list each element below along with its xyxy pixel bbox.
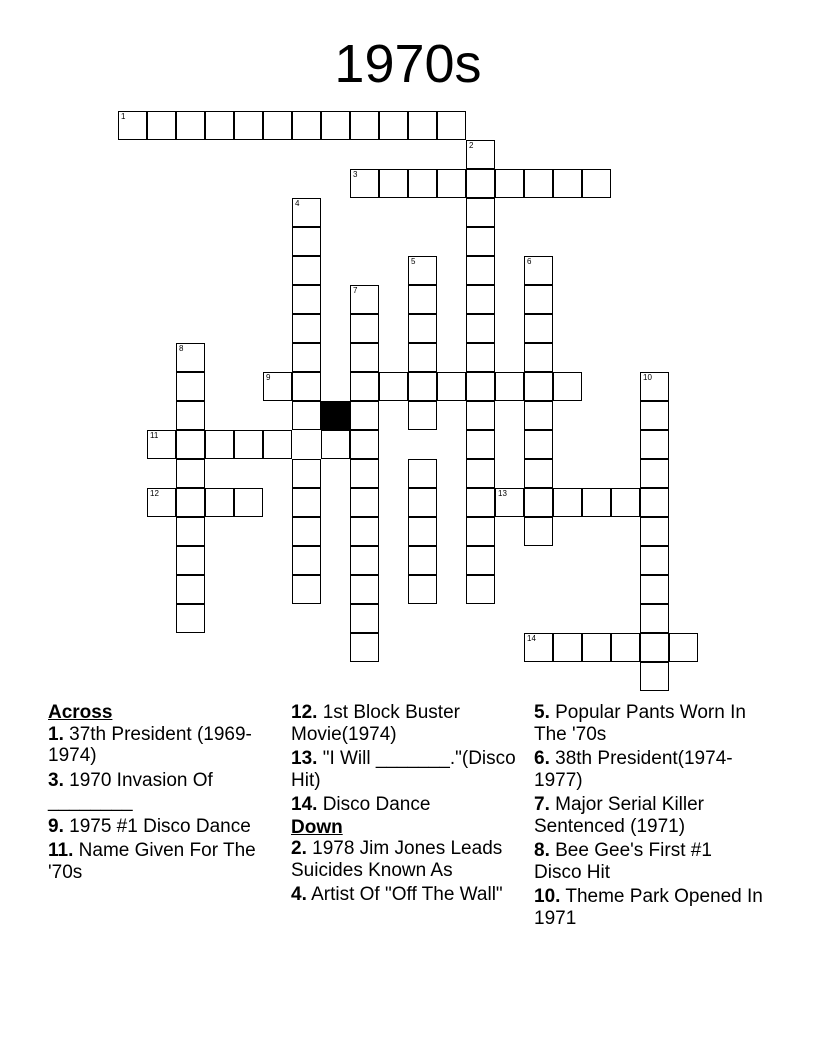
across-heading: Across — [48, 702, 113, 723]
grid-cell[interactable] — [524, 633, 553, 662]
grid-cell[interactable] — [350, 459, 379, 488]
grid-cell[interactable] — [582, 169, 611, 198]
clue-number: 6 — [527, 257, 532, 266]
grid-cell[interactable] — [524, 314, 553, 343]
grid-cell[interactable] — [176, 343, 205, 372]
grid-cell[interactable] — [263, 430, 292, 459]
clue-number: 11 — [150, 431, 159, 440]
clue-item-text: Disco Dance — [317, 794, 431, 815]
grid-cell[interactable] — [582, 633, 611, 662]
clue-item — [48, 724, 283, 767]
clue-item — [534, 794, 764, 837]
clue-number: 8 — [179, 344, 184, 353]
grid-cell[interactable] — [524, 459, 553, 488]
grid-cell[interactable] — [640, 633, 669, 662]
grid-cell[interactable] — [118, 111, 147, 140]
grid-cell[interactable] — [466, 314, 495, 343]
clue-number: 10 — [643, 373, 652, 382]
down-clue-list-continued — [534, 702, 764, 929]
clue-item-number: 6. — [534, 748, 550, 769]
grid-cell[interactable] — [350, 285, 379, 314]
grid-cell[interactable] — [350, 343, 379, 372]
clue-item — [291, 702, 526, 745]
grid-cell[interactable] — [524, 517, 553, 546]
grid-cell[interactable] — [466, 546, 495, 575]
clue-item-text: Popular Pants Worn In The '70s — [534, 702, 746, 745]
grid-cell[interactable] — [292, 517, 321, 546]
grid-cell[interactable] — [437, 111, 466, 140]
grid-cell[interactable] — [176, 111, 205, 140]
grid-cell[interactable] — [408, 169, 437, 198]
clue-number: 5 — [411, 257, 416, 266]
clue-number: 14 — [527, 634, 536, 643]
clue-item-text: 1st Block Buster Movie(1974) — [291, 702, 460, 745]
clue-item-number: 4. — [291, 884, 307, 905]
clue-item-text: 1975 #1 Disco Dance — [63, 815, 251, 837]
grid-cell[interactable] — [292, 459, 321, 488]
grid-cell[interactable] — [524, 343, 553, 372]
grid-cell[interactable] — [640, 430, 669, 459]
grid-cell[interactable] — [176, 575, 205, 604]
clue-item-number: 1. — [48, 723, 64, 745]
grid-cell[interactable] — [147, 430, 176, 459]
clue-item — [534, 840, 764, 883]
clue-number: 12 — [150, 489, 159, 498]
grid-cell[interactable] — [524, 430, 553, 459]
grid-cell[interactable] — [350, 314, 379, 343]
grid-cell[interactable] — [379, 111, 408, 140]
grid-cell[interactable] — [466, 140, 495, 169]
grid-cell[interactable] — [524, 169, 553, 198]
grid-cell[interactable] — [466, 488, 495, 517]
grid-cell[interactable] — [408, 285, 437, 314]
grid-cell[interactable] — [321, 111, 350, 140]
down-clue-list — [291, 838, 526, 906]
grid-cell[interactable] — [350, 604, 379, 633]
grid-cell[interactable] — [350, 169, 379, 198]
clue-item — [534, 748, 764, 791]
clue-item — [534, 702, 764, 745]
grid-cell[interactable] — [553, 488, 582, 517]
grid-cell[interactable] — [466, 227, 495, 256]
clue-item — [48, 840, 283, 883]
grid-cell[interactable] — [234, 111, 263, 140]
grid-cell[interactable] — [408, 111, 437, 140]
grid-cell[interactable] — [205, 488, 234, 517]
grid-cell[interactable] — [408, 488, 437, 517]
grid-cell[interactable] — [176, 488, 205, 517]
grid-cell[interactable] — [640, 517, 669, 546]
grid-cell[interactable] — [524, 256, 553, 285]
clue-item-number: 3. — [48, 769, 64, 791]
clue-number: 9 — [266, 373, 271, 382]
grid-cell[interactable] — [495, 169, 524, 198]
across-clue-list-continued — [291, 702, 526, 816]
grid-cell[interactable] — [350, 430, 379, 459]
grid-cell[interactable] — [350, 111, 379, 140]
grid-black-cell — [321, 401, 350, 430]
grid-cell[interactable] — [292, 227, 321, 256]
clue-item — [534, 886, 764, 929]
clue-item-number: 7. — [534, 794, 550, 815]
clue-item — [291, 748, 526, 791]
grid-cell[interactable] — [263, 111, 292, 140]
grid-cell[interactable] — [292, 575, 321, 604]
clue-item-text: 1978 Jim Jones Leads Suicides Known As — [291, 838, 503, 881]
clue-number: 2 — [469, 141, 474, 150]
clue-item-number: 8. — [534, 840, 550, 861]
grid-cell[interactable] — [640, 459, 669, 488]
grid-cell[interactable] — [466, 343, 495, 372]
clue-item-number: 11. — [48, 840, 74, 861]
clue-number: 4 — [295, 199, 300, 208]
clue-item-number: 14. — [291, 794, 318, 815]
clue-item-number: 2. — [291, 838, 307, 859]
grid-cell[interactable] — [350, 517, 379, 546]
clue-item — [291, 838, 526, 881]
grid-cell[interactable] — [350, 575, 379, 604]
grid-cell[interactable] — [466, 459, 495, 488]
clue-item-text: 37th President (1969-1974) — [48, 723, 252, 766]
grid-cell[interactable] — [176, 546, 205, 575]
grid-cell[interactable] — [524, 372, 553, 401]
clue-item — [48, 770, 283, 813]
grid-cell[interactable] — [466, 169, 495, 198]
grid-cell[interactable] — [466, 256, 495, 285]
grid-cell[interactable] — [553, 372, 582, 401]
clue-item-number: 9. — [48, 815, 64, 837]
grid-cell[interactable] — [292, 546, 321, 575]
grid-cell[interactable] — [408, 401, 437, 430]
clue-item-text: Name Given For The '70s — [48, 840, 256, 883]
grid-cell[interactable] — [495, 372, 524, 401]
clues-column-2 — [291, 702, 526, 909]
clue-item-text: Major Serial Killer Sentenced (1971) — [534, 794, 705, 837]
grid-cell[interactable] — [495, 488, 524, 517]
clue-item — [48, 816, 283, 838]
grid-cell[interactable] — [640, 546, 669, 575]
grid-cell[interactable] — [379, 372, 408, 401]
grid-cell[interactable] — [466, 285, 495, 314]
grid-cell[interactable] — [176, 430, 205, 459]
clue-item — [291, 884, 526, 906]
grid-cell[interactable] — [553, 633, 582, 662]
grid-cell[interactable] — [408, 314, 437, 343]
grid-cell[interactable] — [640, 488, 669, 517]
clue-item — [291, 794, 526, 816]
grid-cell[interactable] — [176, 517, 205, 546]
grid-cell[interactable] — [321, 430, 350, 459]
grid-cell[interactable] — [350, 546, 379, 575]
clue-item-text: Bee Gee's First #1 Disco Hit — [534, 840, 712, 883]
grid-cell[interactable] — [292, 256, 321, 285]
clue-item-number: 5. — [534, 702, 550, 723]
grid-cell[interactable] — [524, 285, 553, 314]
grid-cell[interactable] — [640, 372, 669, 401]
grid-cell[interactable] — [524, 401, 553, 430]
clue-item-number: 13. — [291, 748, 318, 769]
grid-cell[interactable] — [466, 575, 495, 604]
grid-cell[interactable] — [350, 372, 379, 401]
grid-cell[interactable] — [611, 633, 640, 662]
clue-number: 13 — [498, 489, 507, 498]
grid-cell[interactable] — [640, 604, 669, 633]
grid-cell[interactable] — [292, 285, 321, 314]
grid-cell[interactable] — [234, 488, 263, 517]
grid-cell[interactable] — [640, 662, 669, 691]
grid-cell[interactable] — [292, 401, 321, 430]
grid-cell[interactable] — [176, 604, 205, 633]
clue-number: 1 — [121, 112, 126, 121]
grid-cell[interactable] — [466, 517, 495, 546]
grid-cell[interactable] — [350, 633, 379, 662]
clue-item-number: 12. — [291, 702, 318, 723]
grid-cell[interactable] — [205, 111, 234, 140]
clues-column-3 — [534, 702, 764, 932]
grid-cell[interactable] — [640, 401, 669, 430]
clues-column-1 — [48, 702, 283, 886]
grid-cell[interactable] — [292, 343, 321, 372]
grid-cell[interactable] — [466, 430, 495, 459]
grid-cell[interactable] — [292, 314, 321, 343]
clue-item-text: 38th President(1974-1977) — [534, 748, 733, 791]
across-clue-list — [48, 724, 283, 884]
grid-cell[interactable] — [234, 430, 263, 459]
grid-cell[interactable] — [408, 256, 437, 285]
clue-item-text: "I Will _______."(Disco Hit) — [291, 748, 516, 791]
grid-cell[interactable] — [669, 633, 698, 662]
grid-cell[interactable] — [408, 459, 437, 488]
grid-cell[interactable] — [640, 575, 669, 604]
grid-cell[interactable] — [408, 517, 437, 546]
grid-cell[interactable] — [466, 372, 495, 401]
down-heading: Down — [291, 816, 343, 838]
grid-cell[interactable] — [205, 430, 234, 459]
grid-cell[interactable] — [350, 401, 379, 430]
clue-number: 3 — [353, 170, 358, 179]
grid-cell[interactable] — [408, 343, 437, 372]
grid-cell[interactable] — [350, 488, 379, 517]
grid-cell[interactable] — [292, 111, 321, 140]
clue-item-text: 1970 Invasion Of ________ — [48, 769, 213, 812]
clue-number: 7 — [353, 286, 358, 295]
grid-cell[interactable] — [466, 401, 495, 430]
grid-cell[interactable] — [611, 488, 640, 517]
grid-cell[interactable] — [176, 372, 205, 401]
clue-item-text: Artist Of "Off The Wall" — [306, 884, 503, 905]
grid-cell[interactable] — [379, 169, 408, 198]
grid-cell[interactable] — [292, 488, 321, 517]
grid-cell[interactable] — [176, 459, 205, 488]
grid-cell[interactable] — [147, 111, 176, 140]
grid-cell[interactable] — [524, 488, 553, 517]
grid-cell[interactable] — [408, 372, 437, 401]
puzzle-title: 1970s — [334, 34, 482, 94]
grid-cell[interactable] — [582, 488, 611, 517]
grid-cell[interactable] — [176, 401, 205, 430]
grid-cell[interactable] — [408, 575, 437, 604]
grid-cell[interactable] — [263, 372, 292, 401]
grid-cell[interactable] — [553, 169, 582, 198]
grid-cell[interactable] — [292, 198, 321, 227]
grid-cell[interactable] — [408, 546, 437, 575]
grid-cell[interactable] — [147, 488, 176, 517]
clue-item-text: Theme Park Opened In 1971 — [534, 886, 763, 929]
grid-cell[interactable] — [437, 372, 466, 401]
clue-item-number: 10. — [534, 886, 561, 907]
grid-cell[interactable] — [466, 198, 495, 227]
grid-cell[interactable] — [437, 169, 466, 198]
grid-cell[interactable] — [292, 372, 321, 401]
